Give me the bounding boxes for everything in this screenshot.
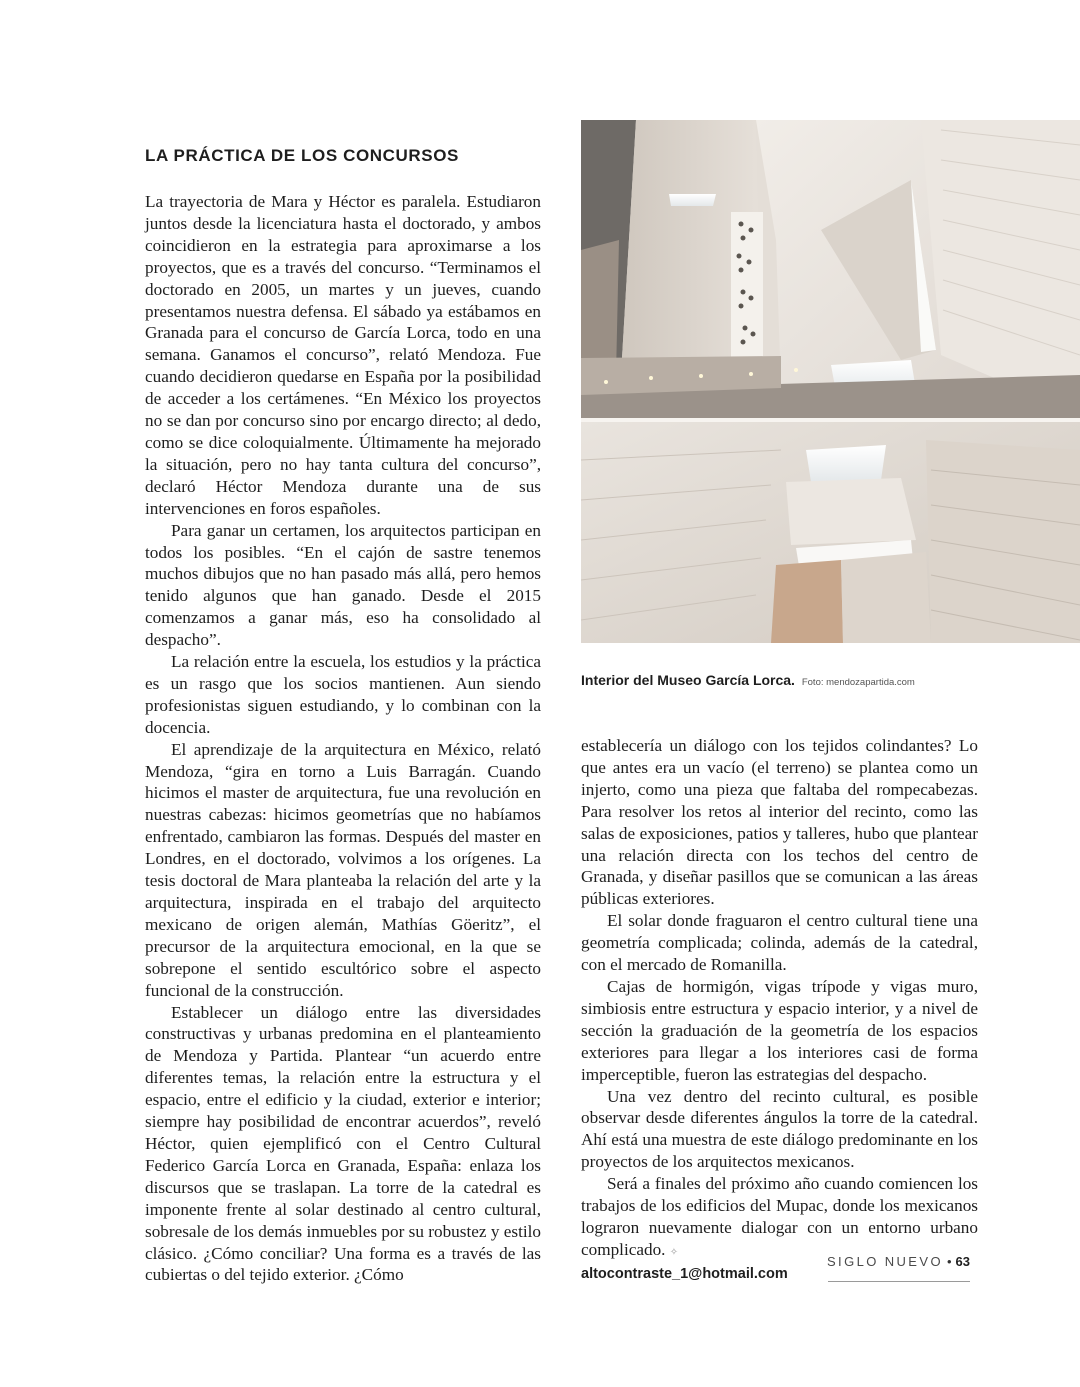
page-number: 63 — [955, 1254, 970, 1269]
paragraph-text: Será a finales del próximo año cuando comiencen los trabajos de los edificios del Mupac, donde los mexicanos lograron nuevamente dialogar con un entorno urbano complicado. — [581, 1174, 978, 1259]
end-mark-icon: ✧ — [669, 1246, 679, 1258]
paragraph: La trayectoria de Mara y Héctor es paralela. Estudiaron juntos desde la licenciatura hasta el doctorado, y ambos coincidieron en la estrategia para aproximarse a los proyectos, que es a través del concurso. “Terminamos el doctorado en 2005, un martes y un jueves, cuando presentamos nuestra defensa. El sábado ya estábamos en Granada para el concurso de García Lorca, todo en una semana. Ganamos el concurso”, relató Mendoza. Fue cuando decidieron quedarse en España por la posibilidad de acceder a los certámenes. “En México los proyectos no se dan por concurso sino por encargo directo; al dedo, como se dice coloquialmente. Últimamente ha mejorado la situación, pero no hay tanta cultura del concurso”, declaró Héctor Mendoza durante una de sus intervenciones en foros españoles. — [145, 192, 541, 518]
page-footer — [780, 1254, 970, 1269]
section-heading: LA PRÁCTICA DE LOS CONCURSOS — [145, 146, 459, 165]
author-email: altocontraste_1@hotmail.com — [581, 1265, 788, 1282]
paragraph: Una vez dentro del recinto cultural, es posible observar desde diferentes ángulos la torre de la catedral. Ahí está una muestra de este diálogo predominante en los proyectos de los arquitectos mexicanos. — [581, 1086, 978, 1172]
paragraph: Establecer un diálogo entre las diversidades constructivas y urbanas predomina en el planteamiento de Mendoza y Partida. Plantear “un acuerdo entre diferentes temas, la relación entre la estructura y el espacio, entre el edificio y la ciudad, exterior e interior; siempre hay posibilidad de encontrar acuerdos”, reveló Héctor, quien ejemplificó con el Centro Cultural Federico García Lorca en Granada, España: enlaza los discursos que se traslapan. La torre de la catedral es imponente frente al solar destinado al centro cultural, sobresale de los demás inmuebles por su robustez y estilo clásico. ¿Cómo conciliar? Una forma es a través de las cubiertas o del tejido exterior. ¿Cómo — [145, 1002, 541, 1285]
separator-bullet: • — [946, 1254, 952, 1269]
paragraph: establecería un diálogo con los tejidos colindantes? Lo que antes era un vacío (el terreno) se plantea como un injerto, como una pieza que faltaba del rompecabezas. Para resolver los retos al interior del recinto, como las salas de exposiciones, patios y talleres, hubo que plantear una relación directa con los techos del centro de Granada, y diseñar pasillos que se comunican a las áreas públicas exteriores. — [581, 736, 978, 909]
paragraph: El solar donde fraguaron el centro cultural tiene una geometría complicada; colinda, además de la catedral, con el mercado de Romanilla. — [581, 911, 978, 975]
paragraph: El aprendizaje de la arquitectura en México, relató Mendoza, “gira en torno a Luis Barragán. Cuando hicimos el master de arquitectura, fue una revolución en nuestras cabezas: hicimos geometrías que no habíamos enfrentado, cambiaron las formas. Después del master en Londres, en el doctorado, volvimos a los orígenes. La tesis doctoral de Mara planteaba la relación del arte y la arquitectura, inspirada en el trabajo del arquitecto mexicano de origen alemán, Mathías Göeritz”, el precursor de la arquitectura emocional, en la que se sobrepone el sentido escultórico sobre el aspecto funcional de la construcción. — [145, 739, 541, 1000]
magazine-name: SIGLO NUEVO — [826, 1254, 943, 1269]
caption-title: Interior del Museo García Lorca. — [581, 672, 795, 688]
caption-credit: Foto: mendozapartida.com — [801, 677, 915, 688]
article-column-left — [145, 191, 541, 1286]
paragraph: Para ganar un certamen, los arquitectos participan en todos los posibles. “En el cajón de sastre tenemos muchos dibujos que no han pasado más allá, pero hemos tenido algunos que han ganado. Desde el 2015 comenzamos a ganar más, eso ha consolidado al despacho”. — [145, 520, 541, 650]
photo-caption — [581, 672, 1071, 688]
paragraph: La relación entre la escuela, los estudios y la práctica es un rasgo que los socios mantienen. Aun siendo profesionistas siguen estudiando, y lo combinan con la docencia. — [145, 652, 541, 737]
paragraph: Cajas de hormigón, vigas trípode y vigas muro, simbiosis entre estructura y espacio interior, y a nivel de sección la graduación de la geometría de los espacios exteriores para llegar a los interiores casi de forma imperceptible, fueron las estrategias del despacho. — [581, 976, 978, 1084]
last-paragraph — [581, 1173, 978, 1264]
article-column-right — [581, 735, 978, 1286]
footer-rule — [828, 1281, 970, 1282]
museum-interior-photo — [581, 120, 1080, 643]
